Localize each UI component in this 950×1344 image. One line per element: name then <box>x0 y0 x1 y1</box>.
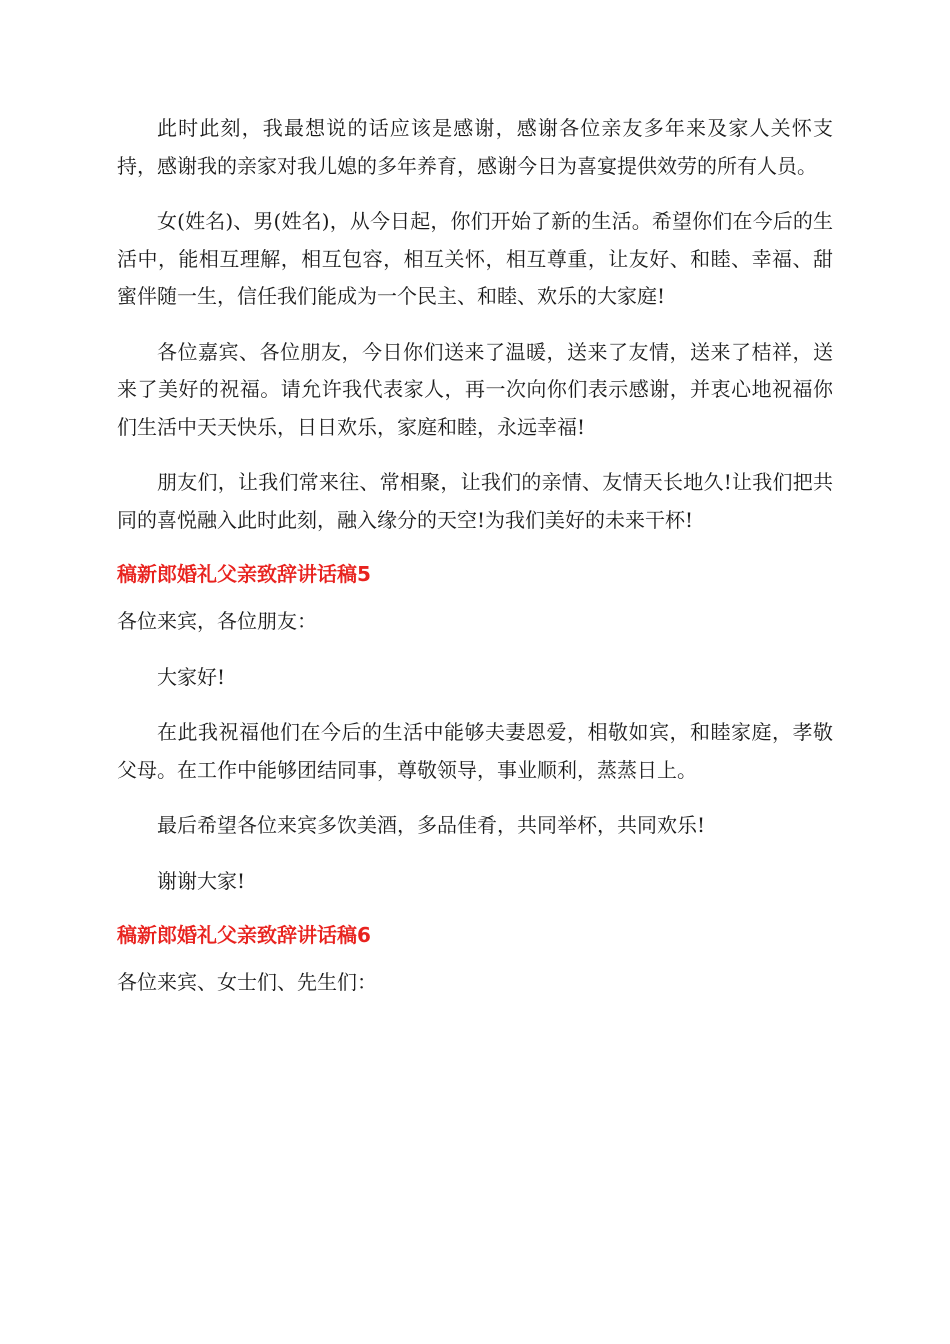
section-heading-6: 稿新郎婚礼父亲致辞讲话稿6 <box>117 923 371 947</box>
greeting-6: 各位来宾、女士们、先生们： <box>117 970 377 994</box>
paragraph-thanks: 此时此刻，我最想说的话应该是感谢，感谢各位亲友多年来及家人关怀支持，感谢我的亲家对我儿媳的多年养育，感谢今日为喜宴提供效劳的所有人员。 <box>117 116 833 178</box>
paragraph-toast: 朋友们，让我们常来往、常相聚，让我们的亲情、友情天长地久!让我们把共同的喜悦融入此时此刻，融入缘分的天空!为我们美好的未来干杯! <box>117 470 833 532</box>
paragraph-wishes-couple: 女(姓名)、男(姓名)，从今日起，你们开始了新的生活。希望你们在今后的生活中，能相互理解，相互包容，相互关怀，相互尊重，让友好、和睦、幸福、甜蜜伴随一生，信任我们能成为一个民主、和睦、欢乐的大家庭! <box>117 209 833 308</box>
paragraph-cheers: 最后希望各位来宾多饮美酒，多品佳肴，共同举杯，共同欢乐! <box>157 813 706 837</box>
greeting-5: 各位来宾，各位朋友： <box>117 609 317 633</box>
section-heading-5: 稿新郎婚礼父亲致辞讲话稿5 <box>117 562 371 586</box>
document-body <box>117 110 833 1020</box>
paragraph-thanks-guests: 各位嘉宾、各位朋友，今日你们送来了温暖，送来了友情，送来了桔祥，送来了美好的祝福。请允许我代表家人，再一次向你们表示感谢，并衷心地祝福你们生活中天天快乐，日日欢乐，家庭和睦，永远幸福! <box>117 339 833 439</box>
paragraph-blessing: 在此我祝福他们在今后的生活中能够夫妻恩爱，相敬如宾，和睦家庭，孝敬父母。在工作中能够团结同事，尊敬领导，事业顺利，蒸蒸日上。 <box>117 720 833 782</box>
paragraph-thank-you: 谢谢大家! <box>157 868 246 893</box>
paragraph-hello: 大家好! <box>157 664 226 689</box>
